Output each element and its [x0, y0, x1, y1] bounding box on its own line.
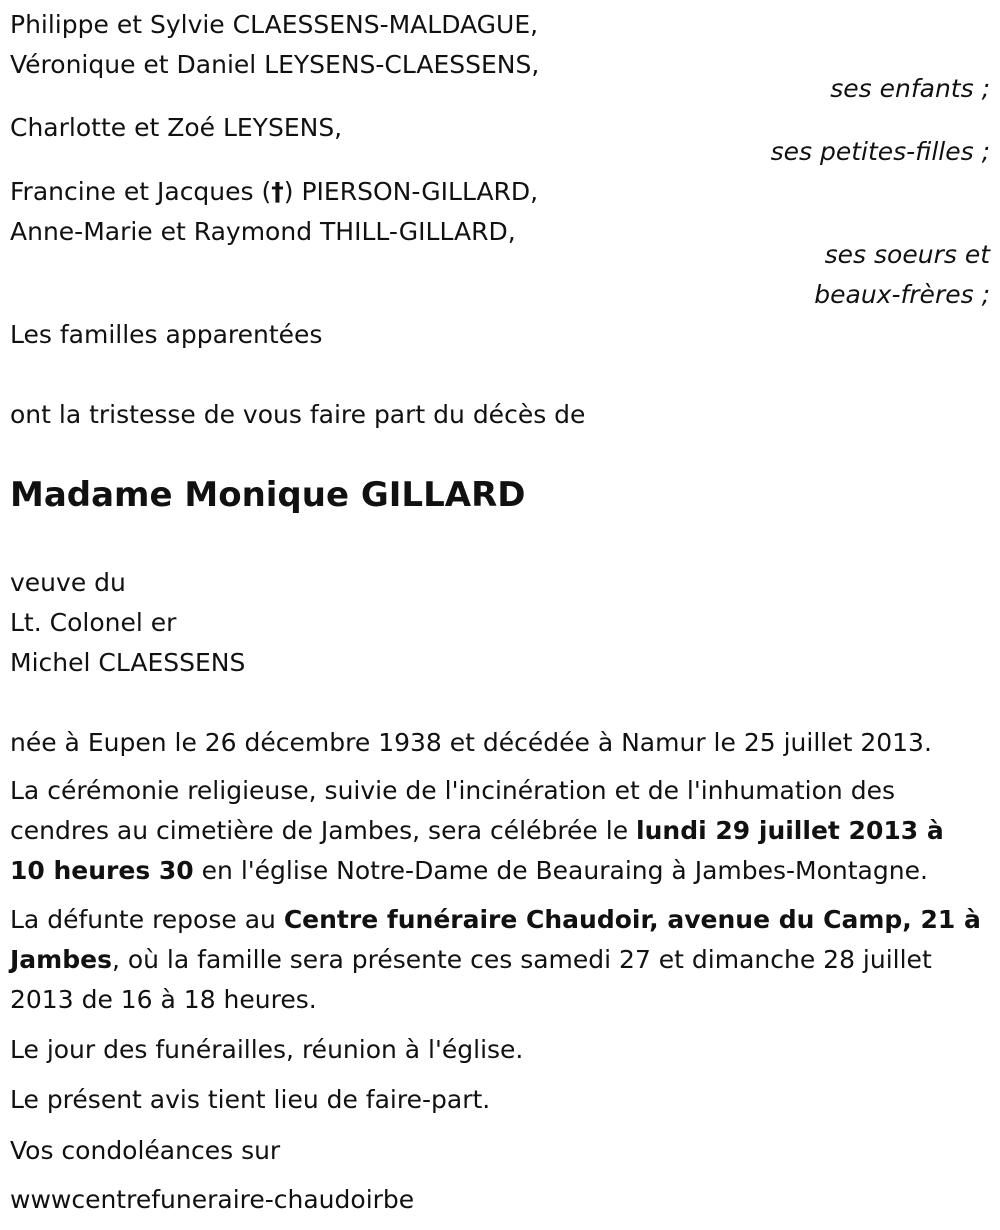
repose-line-3: 2013 de 16 à 18 heures.	[10, 985, 317, 1014]
ceremony-line-3	[10, 851, 928, 891]
ceremony-line-1: La cérémonie religieuse, suivie de l'incinération et de l'inhumation des	[10, 776, 895, 805]
cross-icon: †	[271, 177, 284, 206]
siblings-line-2: Anne-Marie et Raymond THILL-GILLARD,	[10, 217, 516, 246]
siblings-role-2: beaux-frères ;	[814, 280, 990, 309]
meeting-line: Le jour des funérailles, réunion à l'église.	[10, 1035, 524, 1064]
siblings-line-1	[10, 172, 538, 212]
ceremony-line-2	[10, 811, 944, 851]
notice-line: Le présent avis tient lieu de faire-part.	[10, 1085, 491, 1114]
repose-place: Centre funéraire Chaudoir, avenue du Camp, 21 à	[283, 905, 981, 934]
ceremony-time: 10 heures 30	[10, 856, 194, 885]
birth-death-line: née à Eupen le 26 décembre 1938 et décédée à Namur le 25 juillet 2013.	[10, 728, 932, 757]
ceremony-line-2-text: cendres au cimetière de Jambes, sera célébrée le	[10, 816, 637, 845]
grandchildren-line: Charlotte et Zoé LEYSENS,	[10, 113, 343, 142]
grandchildren-role: ses petites-filles ;	[770, 137, 990, 166]
condolences-website: wwwcentrefuneraire-chaudoirbe	[10, 1185, 415, 1214]
children-line-2: Véronique et Daniel LEYSENS-CLAESSENS,	[10, 50, 540, 79]
children-role: ses enfants ;	[830, 74, 990, 103]
widow-line-3: Michel CLAESSENS	[10, 648, 246, 677]
repose-line-1-text: La défunte repose au	[10, 905, 284, 934]
related-families: Les familles apparentées	[10, 320, 323, 349]
deceased-name: Madame Monique GILLARD	[10, 475, 526, 515]
repose-line-2	[10, 940, 932, 980]
ceremony-line-3-text: en l'église Notre-Dame de Beauraing à Jambes-Montagne.	[193, 856, 928, 885]
children-line-1: Philippe et Sylvie CLAESSENS-MALDAGUE,	[10, 10, 539, 39]
repose-line-1	[10, 900, 981, 940]
repose-line-2-text: , où la famille sera présente ces samedi 27 et dimanche 28 juillet	[111, 945, 932, 974]
repose-town: Jambes	[10, 945, 112, 974]
ceremony-date: lundi 29 juillet 2013 à	[636, 816, 944, 845]
siblings-line-1-after: ) PIERSON-GILLARD,	[283, 177, 539, 206]
siblings-role-1: ses soeurs et	[824, 240, 990, 269]
announcement: ont la tristesse de vous faire part du décès de	[10, 400, 586, 429]
condolences-line: Vos condoléances sur	[10, 1136, 281, 1165]
widow-line-1: veuve du	[10, 568, 126, 597]
widow-line-2: Lt. Colonel er	[10, 608, 177, 637]
siblings-line-1-before: Francine et Jacques (	[10, 177, 272, 206]
